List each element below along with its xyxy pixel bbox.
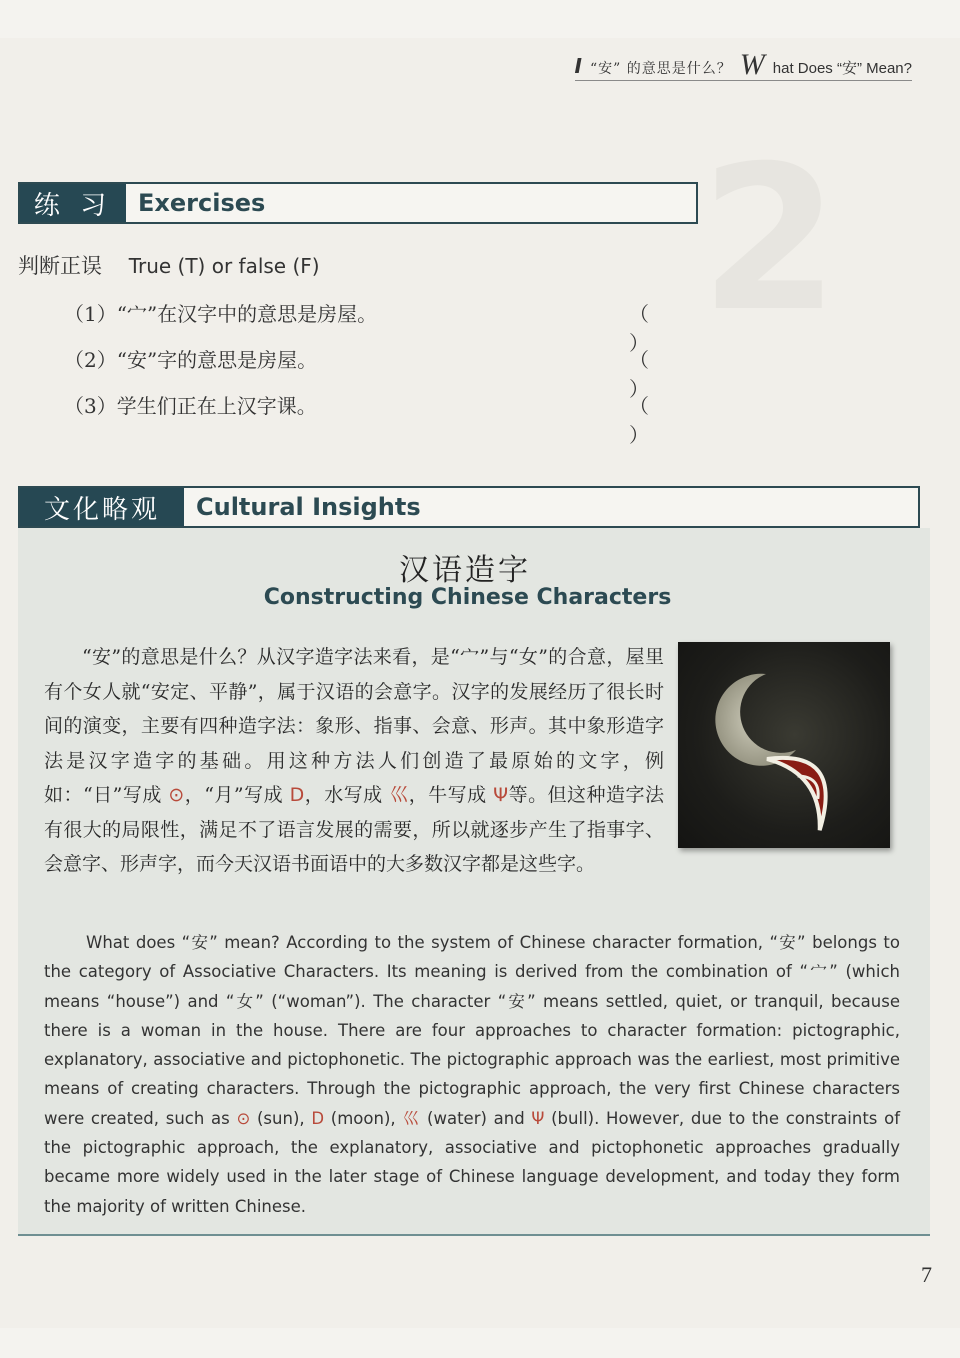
running-header: [575, 44, 912, 81]
instruction-en: True (T) or false (F): [128, 254, 320, 278]
instruction-cn: 判断正误: [18, 254, 102, 278]
culture-title: Cultural Insights: [196, 493, 421, 521]
exercise-instructions: [18, 250, 320, 280]
moon-photo: [678, 642, 890, 848]
culture-heading-en: Constructing Chinese Characters: [263, 585, 672, 610]
exercise-item-3: [64, 390, 704, 447]
moon-glyph-icon: D: [289, 784, 305, 806]
culture-paragraph-cn: [44, 640, 664, 882]
para-en-part: (water) and: [427, 1108, 525, 1128]
para-cn-part: “安”的意思是什么？从汉字造字法来看，是“宀”与“女”的合意，屋里有个女人就“安定、平静”，属于汉语的会意字。汉字的发展经历了很长时间的演变，主要有四种造字法：象形、指事、会意、形声。其中象形造字法是汉字造字的基础。用这种方法人们创造了最原始的文字，例如：“日”写成: [44, 646, 664, 806]
chapter-title-en: hat Does “安” Mean?: [772, 60, 912, 77]
sun-glyph-icon: ⊙: [168, 784, 185, 806]
exercise-item-1: [64, 298, 704, 355]
para-en-part: (moon),: [330, 1108, 396, 1128]
para-cn-part: ，牛写成: [408, 784, 487, 806]
exercises-tag: 练 习: [20, 184, 126, 222]
bull-glyph-icon: Ψ: [531, 1108, 545, 1128]
chapter-number: I: [574, 54, 582, 78]
para-en-part: What does “安” mean? According to the system of Chinese character formation, “安” belongs to the category of Associative Characters. Its meaning is derived from the combination of “宀” (which means “house”) and “女” (“woman”). The character “安” means settled, quiet, or tranquil, because there is a woman in the house. There are four approaches to character formation: pictographic, explanatory, associative and pictophonetic. The pictographic approach was the earliest, most primitive means of creating characters. Through the pictographic approach, the very first Chinese characters were created, such as: [44, 933, 900, 1128]
para-cn-part: ，“月”写成: [184, 784, 284, 806]
culture-section-bar: [18, 486, 920, 528]
water-glyph-icon: 巛: [389, 784, 409, 806]
chapter-title-initial: W: [739, 48, 765, 81]
answer-blank[interactable]: （ ）: [629, 394, 687, 447]
water-glyph-icon: 巛: [402, 1108, 421, 1128]
para-en-part: (sun),: [257, 1108, 305, 1128]
answer-blank[interactable]: （ ）: [629, 348, 687, 401]
bull-glyph-icon: Ψ: [493, 784, 509, 806]
exercise-item-2: [64, 344, 704, 401]
exercise-text: （1）“宀”在汉字中的意思是房屋。: [64, 302, 378, 326]
exercises-section-bar: [18, 182, 698, 224]
exercises-title: Exercises: [138, 189, 266, 217]
page-number: 7: [921, 1262, 932, 1287]
culture-tag: 文化略观: [20, 488, 184, 526]
chapter-title-cn: “安” 的意思是什么？: [590, 61, 732, 77]
para-cn-part: ，水写成: [304, 784, 383, 806]
moon-illustration: [678, 642, 890, 848]
background-watermark: 2: [700, 123, 840, 356]
para-cn-part: 等。但这种造字法有很大的局限性，满足不了语言发展的需要，所以就逐步产生了指事字、会意字、形声字，而今天汉语书面语中的大多数汉字都是这些字。: [44, 784, 664, 875]
moon-glyph-icon: D: [311, 1108, 325, 1128]
culture-paragraph-en: [44, 928, 900, 1221]
para-en-part: (bull). However, due to the constraints of the pictographic approach, the explanatory, associative and pictophonetic approaches gradually became more widely used in the later stage of Chinese language development, and today they form the majority of written Chinese.: [44, 1108, 901, 1216]
exercise-text: （2）“安”字的意思是房屋。: [64, 348, 318, 372]
answer-blank[interactable]: （ ）: [629, 302, 687, 355]
sun-glyph-icon: ⊙: [236, 1108, 251, 1128]
culture-heading-cn: 汉语造字: [399, 553, 531, 588]
exercise-text: （3）学生们正在上汉字课。: [64, 394, 317, 418]
